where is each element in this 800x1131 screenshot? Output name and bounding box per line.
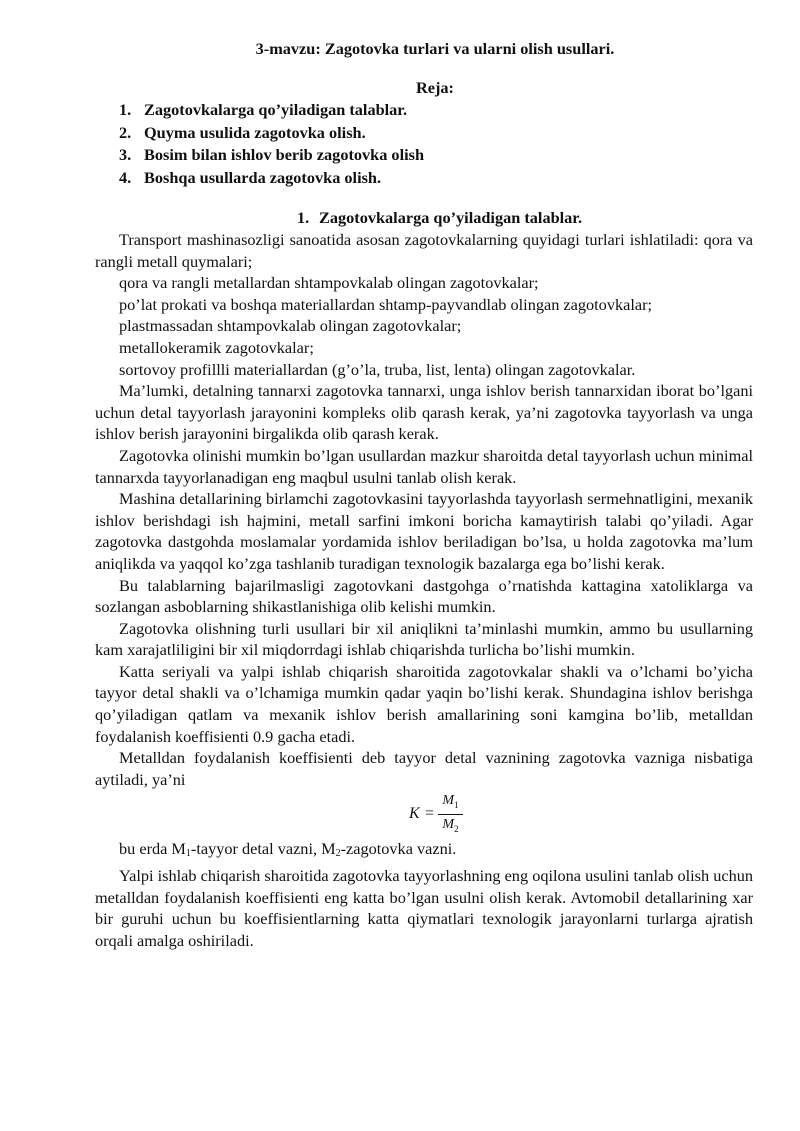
body-paragraph: Ma’lumki, detalning tannarxi zagotovka tannarxi, unga ishlov berish tannarxidan iborat bo’lgani uchun detal tayyorlash jarayonini kompleks olib qarash kerak, ya’ni zagotovka tayyorlash va unga ishlov berish jarayonini birgalikda olib qarash kerak. <box>95 381 753 444</box>
final-paragraph: Yalpi ishlab chiqarish sharoitida zagotovka tayyorlashning eng oqilona usulini tanlab olish uchun metalldan foydalanish koeffisienti eng katta bo’lgan usulni olish kerak. Avtomobil detallarining xar bir guruhi uchun bu koeffisientlarning katta qiymatlari texnologik jarayonlarni turlarga ajratish orqali amalga oshiriladi. <box>95 866 753 950</box>
body-paragraph: Bu talablarning bajarilmasligi zagotovkani dastgohga o’rnatishda kattagina xatoliklarga va sozlangan asboblarning shikastlanishiga olib kelishi mumkin. <box>95 575 753 617</box>
plan-item-number: 4. <box>119 167 132 187</box>
plan-item-number: 1. <box>119 100 132 119</box>
body-paragraph: Zagotovka olishning turli usullari bir xil aniqlikni ta’minlashi mumkin, ammo bu usullarning kam xarajatliligini bir xil miqdorrdagi ishlab chiqarishda turlicha bo’lishi mumkin. <box>95 618 753 660</box>
plan-item <box>95 167 753 190</box>
document-title: 3-mavzu: Zagotovka turlari va ularni olish usullari. <box>255 39 615 58</box>
plan-item-text: Boshqa usullarda zagotovka olish. <box>144 167 382 187</box>
body-paragraph: Metalldan foydalanish koeffisienti deb tayyor detal vaznining zagotovka vazniga nisbatiga aytiladi, ya’ni <box>95 748 753 789</box>
formula-fraction <box>438 792 463 839</box>
plan-title: Reja: <box>416 78 454 97</box>
blank-type-line: qora va rangli metallardan shtampovkalab olingan zagotovkalar; <box>119 273 539 293</box>
formula-denominator: $M_2$ <box>442 817 459 835</box>
section-number: 1. <box>297 208 310 227</box>
plan-item-text: Zagotovkalarga qo’yiladigan talablar. <box>144 100 408 119</box>
utilization-formula <box>95 792 753 834</box>
blank-type-line: po’lat prokati va boshqa materiallardan shtamp-payvandlab olingan zagotovkalar; <box>119 294 653 314</box>
document-page <box>95 38 753 951</box>
formula-numerator: $M_1$ <box>438 792 463 815</box>
formula-explanation: bu erda $M_1$-tayyor detal vazni, $M_2$-zagotovka vazni. <box>119 839 457 860</box>
plan-item-number: 2. <box>119 122 132 142</box>
plan-item-text: Quyma usulida zagotovka olish. <box>144 122 366 142</box>
section-heading <box>95 207 753 229</box>
body-paragraph: Katta seriyali va yalpi ishlab chiqarish sharoitida zagotovkalar shakli va o’lchami bo’yicha tayyor detal shakli va o’lchamiga mumkin qadar yaqin bo’lishi kerak. Shundagina ishlov berishga qo’yiladigan qatlam va mexanik ishlov berish amallarining soni kamgina bo’lib, metalldan foydalanish koeffisienti 0.9 gacha etadi. <box>95 661 753 746</box>
section-title: Zagotovkalarga qo’yiladigan talablar. <box>319 208 583 227</box>
blank-type-line: metallokeramik zagotovkalar; <box>119 337 314 357</box>
plan-item-text: Bosim bilan ishlov berib zagotovka olish <box>144 145 425 164</box>
plan-item <box>95 99 753 122</box>
formula-lhs: K <box>409 805 420 823</box>
formula-equals: = <box>425 805 435 823</box>
intro-paragraph: Transport mashinasozligi sanoatida asosan zagotovkalarning quyidagi turlari ishlatiladi: qora va rangli metall quymalari; <box>95 230 753 271</box>
blank-type-line: sortovoy profillli materiallardan (g’o’la, truba, list, lenta) olingan zagotovkalar. <box>119 359 636 379</box>
body-paragraph: Mashina detallarining birlamchi zagotovkasini tayyorlashda tayyorlash sermehnatligini, mexanik ishlov berishdagi ish hajmini, metall sarfini imkoni boricha kamaytirish talabi qo’yiladi. Agar zagotovka dastgohda moslamalar yordamida ishlov beriladigan bo’lsa, u holda zagotovka ma’lum aniqlikda va yaqqol ko’zga tashlanib turadigan texnologik bazalarga ega bo’lishi kerak. <box>95 489 753 573</box>
plan-item <box>95 122 753 145</box>
blank-type-line: plastmassadan shtampovkalab olingan zagotovkalar; <box>119 316 462 336</box>
plan-item-number: 3. <box>119 145 132 164</box>
body-paragraph: Zagotovka olinishi mumkin bo’lgan usullardan mazkur sharoitda detal tayyorlash uchun minimal tannarxda tayyorlanadigan eng maqbul usulni tanlab olish kerak. <box>95 445 753 487</box>
plan-list <box>95 99 753 189</box>
plan-item <box>95 144 753 167</box>
